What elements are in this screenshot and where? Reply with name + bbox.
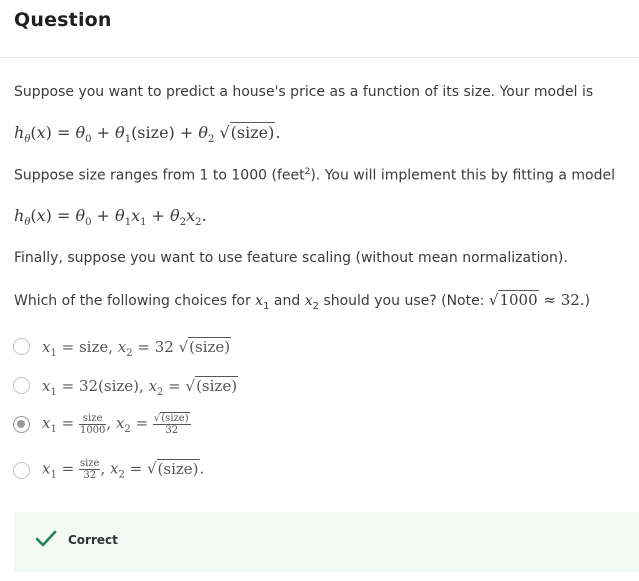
option-2-radio[interactable] <box>13 377 30 394</box>
which-text: Which of the following choices for $x_1$ and $x_2$ should you use? (Note: √1000 ≈ 32.) <box>14 291 591 312</box>
range-text: Suppose size ranges from 1 to 1000 (feet$^2$). You will implement this by fitting a model <box>14 167 615 184</box>
option-1-label[interactable]: $x_1$ = size, $x_2 = 32$ √(size) <box>42 338 231 359</box>
option-1-radio[interactable] <box>13 338 30 355</box>
fit-formula: $h_\theta(x) = \theta_0 + \theta_1x_1 + \theta_2x_2$. <box>14 206 207 229</box>
option-3-radio[interactable] <box>13 416 30 433</box>
option-3-label[interactable]: $x_1$ = $\frac{\text{size}}{1000}$ , $x_2$ = $\frac{\text{√(size)}}{32}$ <box>42 412 189 436</box>
page-title: Question <box>14 9 112 31</box>
question-header <box>0 0 639 58</box>
checkmark-icon <box>35 530 57 548</box>
feedback-panel <box>14 512 639 572</box>
option-4-label[interactable]: $x_1$ = $\frac{\text{size}}{32}$ , $x_2$ = √(size). <box>42 458 205 481</box>
feedback-label: Correct <box>68 533 118 547</box>
model-formula: $h_\theta(x) = \theta_0$ + $\theta_1(size) + \theta_2$ √(size). <box>14 123 281 146</box>
question-intro: Suppose you want to predict a house's price as a function of its size. Your model is <box>14 84 594 100</box>
option-2-label[interactable]: $x_1$ = 32(size), $x_2$ = √(size) <box>42 377 238 398</box>
scaling-text: Finally, suppose you want to use feature scaling (without mean normalization). <box>14 250 568 266</box>
option-4-radio[interactable] <box>13 462 30 479</box>
